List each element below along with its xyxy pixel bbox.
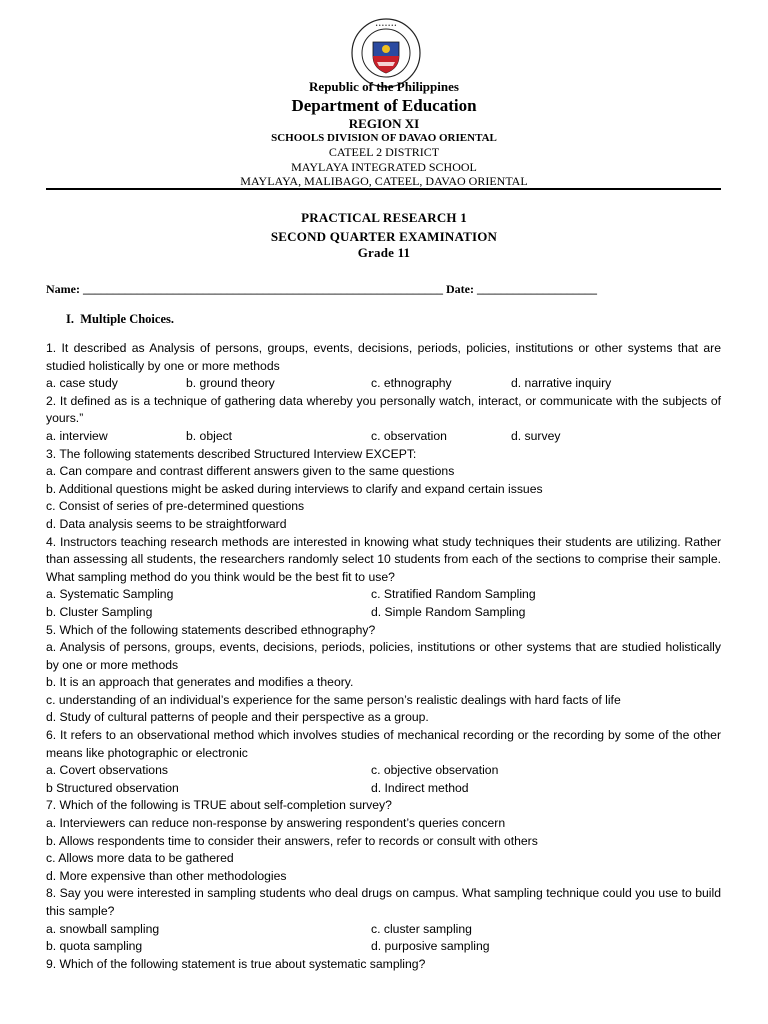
option[interactable]: a. case study [46, 376, 118, 391]
option-row [46, 375, 721, 393]
option[interactable]: b. quota sampling [46, 939, 143, 954]
date-label: Date: [445, 282, 474, 296]
district-line: CATEEL 2 DISTRICT [328, 145, 440, 159]
region-line: REGION XI [348, 116, 420, 131]
option[interactable]: c. Stratified Random Sampling [371, 587, 536, 602]
option[interactable]: c. Consist of series of pre-determined questions [46, 499, 305, 514]
option[interactable]: a. Can compare and contrast different answers given to the same questions [46, 464, 455, 479]
option-row [46, 762, 721, 780]
option-row [46, 780, 721, 798]
option[interactable]: d. survey [511, 428, 561, 443]
name-field[interactable]: ____________________________________________________________ [82, 282, 443, 296]
option[interactable]: b. Allows respondents time to consider their answers, refer to records or consult with others [46, 833, 538, 848]
option[interactable]: d. Indirect method [371, 780, 469, 795]
date-field[interactable]: ____________________ [476, 282, 597, 296]
republic-line: Republic of the Philippines [309, 79, 459, 94]
option-row [46, 498, 721, 516]
option[interactable]: b. Cluster Sampling [46, 604, 153, 619]
question-stem: 4. Instructors teaching research methods are interested in knowing what study techniques their students are utilizing. Rather than assessing all students, the researchers randomly select 10 students from each of the sections to comprise their sample. What sampling method do you think would be the best fit to use? [46, 534, 721, 584]
header-divider [46, 188, 721, 190]
question-stem: 1. It described as Analysis of persons, groups, events, decisions, periods, policies, institutions or other systems that are studied holistically by one or more methods [46, 341, 721, 373]
option[interactable]: a. snowball sampling [46, 921, 160, 936]
option-row [46, 833, 721, 851]
option[interactable]: b Structured observation [46, 780, 179, 795]
option-row [46, 428, 721, 446]
option[interactable]: b. object [186, 428, 233, 443]
option-row [46, 938, 721, 956]
question-stem: 6. It refers to an observational method which involves studies of mechanical recording or the recording by some of the other means like photographic or electronic [46, 728, 721, 760]
division-line: SCHOOLS DIVISION OF DAVAO ORIENTAL [271, 132, 497, 144]
option[interactable]: b. Additional questions might be asked during interviews to clarify and expand certain issues [46, 481, 543, 496]
question-stem: 5. Which of the following statements described ethnography? [46, 622, 376, 637]
option[interactable]: a. Analysis of persons, groups, events, decisions, periods, policies, institutions or other systems that are studied holistically by one or more methods [46, 640, 721, 672]
section-heading [66, 312, 174, 327]
grade-line: Grade 11 [357, 245, 411, 260]
option[interactable]: d. purposive sampling [371, 939, 490, 954]
option-row [46, 516, 721, 534]
option[interactable]: d. Study of cultural patterns of people and their perspective as a group. [46, 710, 429, 725]
option-row [46, 850, 721, 868]
option-row [46, 604, 721, 622]
option[interactable]: d. narrative inquiry [511, 376, 612, 391]
option[interactable]: c. objective observation [371, 763, 499, 778]
question-stem: 2. It defined as is a technique of gathering data whereby you personally watch, interact, or communicate with the subjects of yours.” [46, 393, 721, 426]
question-stem: 8. Say you were interested in sampling students who deal drugs on campus. What sampling technique could you use to build this sample? [46, 886, 721, 918]
subject-title: PRACTICAL RESEARCH 1 [301, 210, 467, 225]
option-row [46, 921, 721, 939]
option[interactable]: d. More expensive than other methodologies [46, 868, 287, 883]
option-row [46, 868, 721, 886]
option[interactable]: d. Data analysis seems to be straightforward [46, 516, 287, 531]
section-number: I. [66, 312, 74, 326]
question-stem: 9. Which of the following statement is true about systematic sampling? [46, 956, 426, 971]
option-row [46, 463, 721, 481]
exam-title: SECOND QUARTER EXAMINATION [270, 229, 498, 244]
school-line: MAYLAYA INTEGRATED SCHOOL [291, 160, 477, 174]
option[interactable]: c. observation [371, 428, 447, 443]
section-title: Multiple Choices. [80, 312, 174, 326]
name-date-row [46, 282, 597, 297]
option-row [46, 815, 721, 833]
option[interactable]: a. Interviewers can reduce non-response by answering respondent’s queries concern [46, 816, 506, 831]
question-list [46, 340, 721, 973]
option[interactable]: a. interview [46, 428, 108, 443]
department-name: Department of Education [291, 96, 477, 115]
option[interactable]: c. cluster sampling [371, 921, 472, 936]
svg-text:• • • • • • •: • • • • • • • [375, 23, 397, 29]
name-label: Name: [46, 282, 80, 296]
option[interactable]: a. Covert observations [46, 763, 168, 778]
option-row [46, 481, 721, 499]
option[interactable]: d. Simple Random Sampling [371, 604, 526, 619]
option-row [46, 586, 721, 604]
question-stem: 7. Which of the following is TRUE about self-completion survey? [46, 798, 392, 813]
address-line: MAYLAYA, MALIBAGO, CATEEL, DAVAO ORIENTAL [240, 174, 528, 188]
option[interactable]: a. Systematic Sampling [46, 587, 174, 602]
question-stem: 3. The following statements described Structured Interview EXCEPT: [46, 446, 417, 461]
deped-seal-icon [351, 18, 421, 88]
option[interactable]: b. It is an approach that generates and modifies a theory. [46, 675, 354, 690]
option[interactable]: c. Allows more data to be gathered [46, 851, 234, 866]
option[interactable]: b. ground theory [186, 376, 275, 391]
option[interactable]: c. ethnography [371, 376, 452, 391]
option[interactable]: c. understanding of an individual’s experience for the same person’s realistic dealings with hard facts of life [46, 692, 621, 707]
